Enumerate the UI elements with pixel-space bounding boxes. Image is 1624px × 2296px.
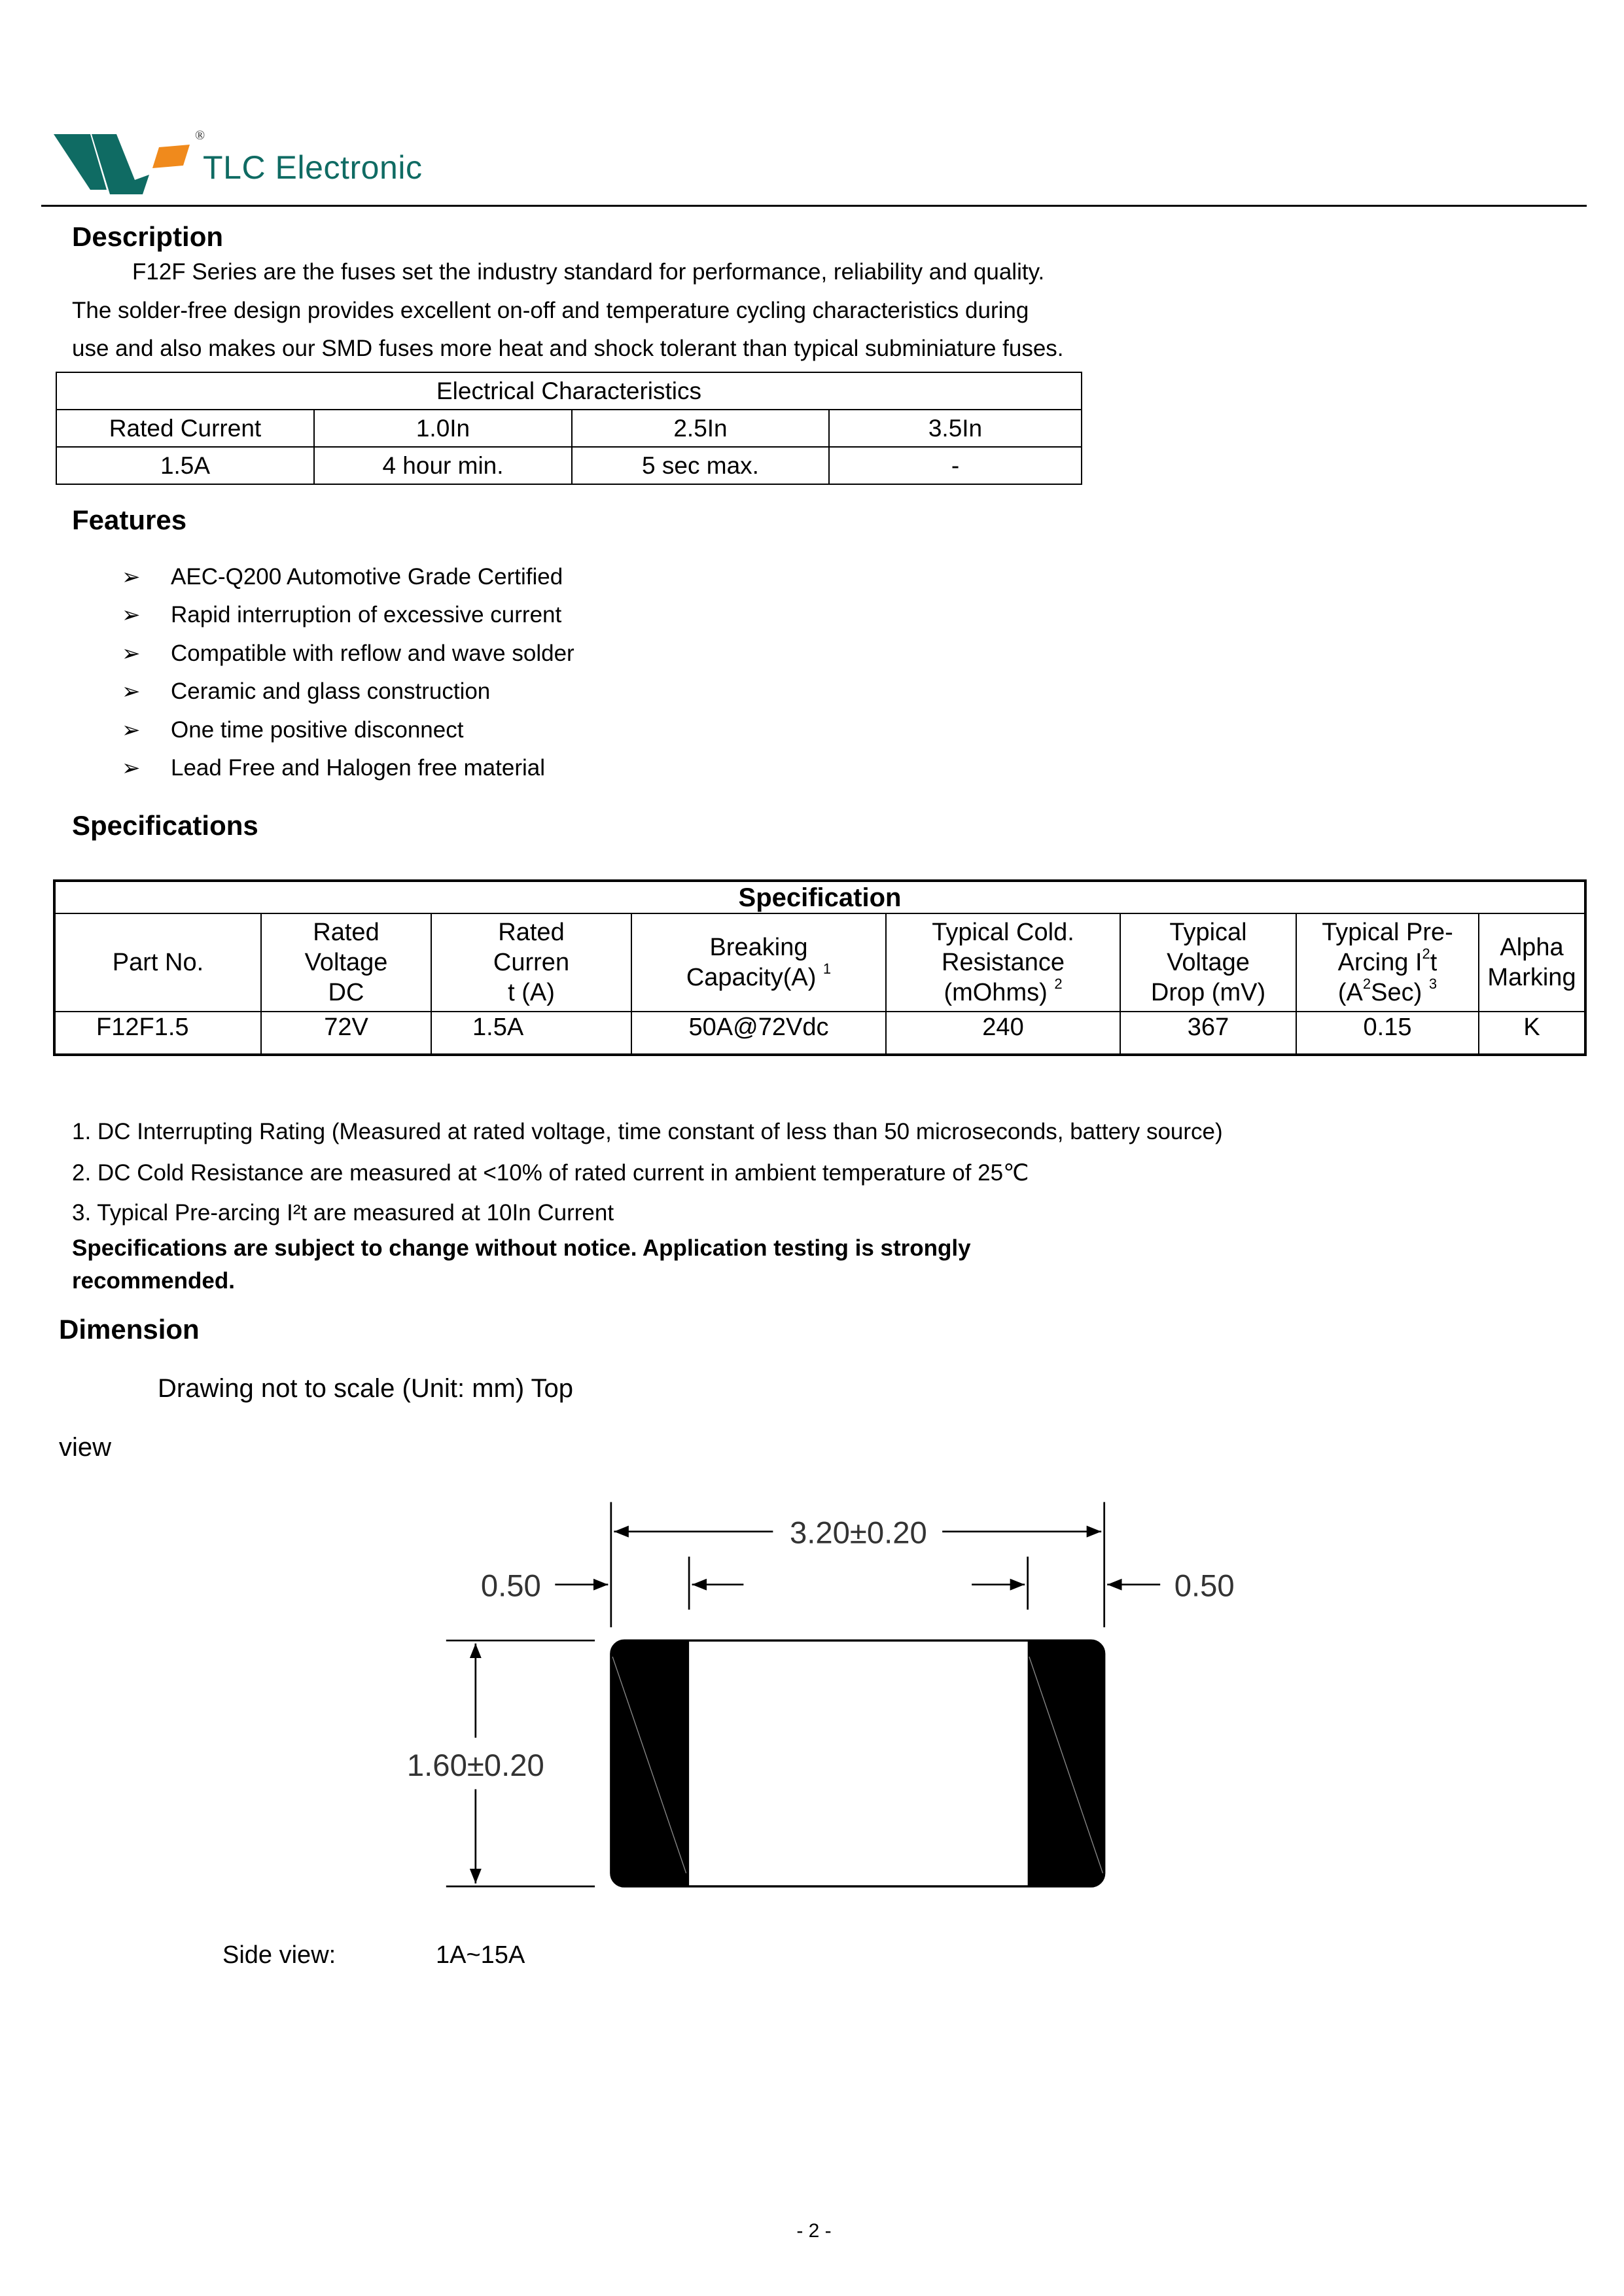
note-item: 2. DC Cold Resistance are measured at <10% of rated current in ambient temperature of 25℃ (72, 1160, 1029, 1186)
arrow-bullet-icon: ➢ (122, 756, 141, 781)
feature-item: Rapid interruption of excessive current (171, 602, 562, 627)
feature-item: Compatible with reflow and wave solder (171, 641, 574, 666)
spec-header-part-no: Part No. (54, 913, 261, 1012)
right-terminal (1028, 1640, 1104, 1886)
description-line: The solder-free design provides excellent on-off and temperature cycling characteristics during (72, 298, 1029, 323)
terminal-left-label: 0.50 (480, 1568, 541, 1604)
view-label: view (59, 1433, 112, 1462)
note-item: 3. Typical Pre-arcing I²t are measured at 10In Current (72, 1200, 614, 1226)
arrow-bullet-icon: ➢ (122, 603, 141, 627)
description-line: use and also makes our SMD fuses more heat and shock tolerant than typical subminiature fuses. (72, 336, 1064, 361)
specifications-heading: Specifications (72, 810, 258, 841)
length-label: 3.20±0.20 (789, 1515, 927, 1551)
spec-cell: 72V (261, 1012, 431, 1055)
side-view-label: Side view: (222, 1941, 336, 1969)
electrical-cell: - (829, 447, 1082, 484)
registered-mark: ® (195, 128, 205, 143)
spec-cell: 240 (886, 1012, 1120, 1055)
arrow-bullet-icon: ➢ (122, 679, 141, 704)
electrical-header-cell: Rated Current (56, 410, 314, 447)
logo-text: TLC Electronic (203, 149, 422, 186)
height-label: 1.60±0.20 (406, 1748, 544, 1784)
spec-header-cold-resistance: Typical Cold. Resistance (mOhms) $^2$ (886, 913, 1120, 1012)
features-heading: Features (72, 504, 187, 535)
feature-item: One time positive disconnect (171, 717, 464, 743)
spec-header-voltage-drop: Typical Voltage Drop (mV) (1120, 913, 1296, 1012)
page-number: - 2 - (796, 2220, 832, 2242)
spec-cell: 367 (1120, 1012, 1296, 1055)
spec-cell: 1.5A (431, 1012, 631, 1055)
left-terminal (611, 1640, 689, 1886)
spec-header-pre-arcing: Typical Pre- Arcing $I^2t$ $(A^2Sec)$ $^3$ (1296, 913, 1479, 1012)
electrical-cell: 4 hour min. (314, 447, 572, 484)
arrow-bullet-icon: ➢ (122, 565, 141, 590)
electrical-table-title: Electrical Characteristics (56, 372, 1082, 410)
spec-header-rated-current: Rated Curren t (A) (431, 913, 631, 1012)
spec-header-alpha-marking: Alpha Marking (1479, 913, 1585, 1012)
feature-item: Ceramic and glass construction (171, 679, 491, 704)
arrow-bullet-icon: ➢ (122, 718, 141, 743)
electrical-cell: 1.5A (56, 447, 314, 484)
note-item: 1. DC Interrupting Rating (Measured at rated voltage, time constant of less than 50 microseconds, battery source) (72, 1119, 1223, 1144)
arrow-bullet-icon: ➢ (122, 641, 141, 666)
side-view-range: 1A~15A (436, 1941, 525, 1969)
spec-cell: 50A@72Vdc (631, 1012, 886, 1055)
description-heading: Description (72, 221, 224, 252)
electrical-header-cell: 3.5In (829, 410, 1082, 447)
electrical-header-cell: 1.0In (314, 410, 572, 447)
feature-item: AEC-Q200 Automotive Grade Certified (171, 564, 563, 590)
spec-cell: F12F1.5 (54, 1012, 261, 1055)
drawing-note: Drawing not to scale (Unit: mm) Top (158, 1374, 574, 1403)
disclaimer-line: recommended. (72, 1268, 235, 1294)
specification-table-title: Specification (54, 881, 1585, 913)
spec-header-rated-voltage: Rated Voltage DC (261, 913, 431, 1012)
terminal-right-label: 0.50 (1174, 1568, 1235, 1604)
description-line: F12F Series are the fuses set the industry standard for performance, reliability and quality. (132, 259, 1045, 285)
dimension-heading: Dimension (59, 1314, 200, 1345)
spec-cell: 0.15 (1296, 1012, 1479, 1055)
spec-cell: K (1479, 1012, 1585, 1055)
spec-header-breaking-capacity: Breaking Capacity(A) $^1$ (631, 913, 886, 1012)
electrical-cell: 5 sec max. (572, 447, 829, 484)
electrical-header-cell: 2.5In (572, 410, 829, 447)
disclaimer-line: Specifications are subject to change without notice. Application testing is strongly (72, 1235, 971, 1261)
feature-item: Lead Free and Halogen free material (171, 755, 546, 781)
